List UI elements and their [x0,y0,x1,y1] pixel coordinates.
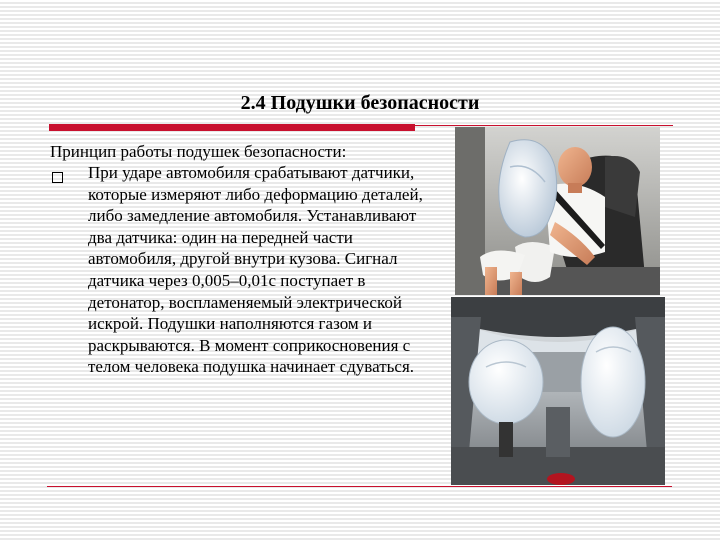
bullet-text: При ударе автомобиля срабатывают датчики, которые измеряют либо деформацию деталей, либо замедление автомобиля. Устанавливают два датчика: один на передней части автомобиля, другой внутри кузова. Сигнал датчика через 0,005–0,01с поступает в детонатор, воспламеняемый электрической искрой. Подушки наполняются газом и раскрываются. В момент соприкосновения с телом человека подушка начинает сдуваться. [88,163,423,377]
crash-test-dummy-photo [455,127,660,295]
intro-text: Принцип работы подушек безопасности: [50,142,347,161]
title-underline [49,124,415,131]
slide-title: 2.4 Подушки безопасности [240,92,480,114]
footer-rule [47,486,672,487]
car-interior-airbags-photo [451,297,665,485]
title-rule [415,125,673,126]
hollow-square-bullet-icon [52,172,63,183]
